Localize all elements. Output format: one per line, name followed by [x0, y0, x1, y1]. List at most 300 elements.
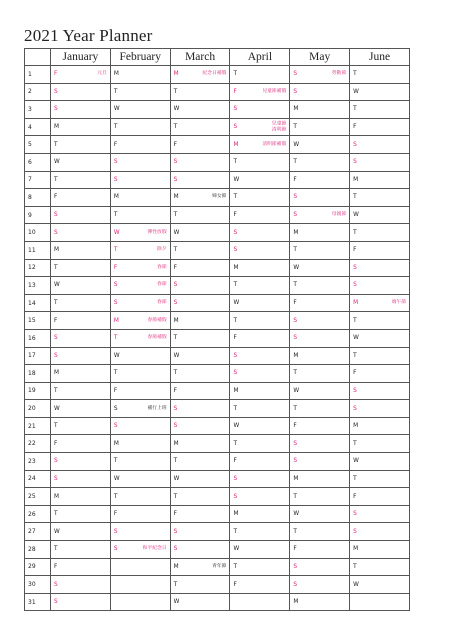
- weekday-letter: M: [233, 264, 239, 271]
- weekday-letter: W: [113, 106, 120, 113]
- weekday-letter: M: [233, 141, 239, 148]
- weekday-letter: M: [293, 352, 299, 359]
- table-row: [25, 400, 410, 418]
- weekday-letter: S: [113, 528, 118, 535]
- day-cell-may: [290, 224, 350, 242]
- holiday-label: 母親節: [331, 212, 347, 218]
- day-cell-february: [110, 593, 170, 611]
- weekday-letter: S: [293, 440, 297, 447]
- month-header-march: March: [170, 49, 230, 66]
- weekday-letter: S: [293, 317, 297, 324]
- holiday-label: 春節: [157, 282, 167, 288]
- weekday-letter: T: [173, 335, 178, 342]
- day-cell-march: [170, 153, 230, 171]
- weekday-letter: S: [54, 88, 58, 95]
- weekday-letter: F: [113, 264, 118, 271]
- weekday-letter: T: [173, 212, 178, 219]
- day-cell-february: [110, 101, 170, 119]
- day-cell-june: [350, 470, 410, 488]
- day-cell-march: [170, 66, 230, 84]
- weekday-letter: S: [54, 581, 58, 588]
- weekday-letter: W: [233, 423, 240, 430]
- day-cell-may: [290, 101, 350, 119]
- weekday-letter: T: [113, 458, 118, 465]
- weekday-letter: W: [353, 335, 359, 342]
- day-cell-june: [350, 66, 410, 84]
- weekday-letter: S: [54, 458, 58, 465]
- weekday-letter: T: [54, 264, 58, 271]
- day-cell-may: [290, 118, 350, 136]
- day-cell-june: [350, 259, 410, 277]
- weekday-letter: T: [173, 581, 178, 588]
- weekday-letter: T: [173, 493, 178, 500]
- weekday-letter: S: [233, 247, 238, 254]
- table-row: [25, 435, 410, 453]
- table-row: [25, 505, 410, 523]
- table-row: [25, 66, 410, 84]
- weekday-letter: T: [233, 282, 238, 289]
- day-cell-february: [110, 206, 170, 224]
- day-cell-march: [170, 83, 230, 101]
- weekday-letter: F: [293, 300, 297, 307]
- day-cell-june: [350, 576, 410, 594]
- weekday-letter: S: [233, 370, 238, 377]
- day-cell-january: [51, 541, 111, 559]
- day-cell-june: [350, 83, 410, 101]
- weekday-letter: S: [173, 176, 178, 183]
- day-cell-june: [350, 136, 410, 154]
- weekday-letter: T: [293, 247, 297, 254]
- weekday-letter: T: [233, 563, 238, 570]
- day-cell-june: [350, 118, 410, 136]
- day-cell-may: [290, 171, 350, 189]
- holiday-label: 春節: [157, 265, 167, 271]
- day-cell-may: [290, 435, 350, 453]
- day-cell-june: [350, 153, 410, 171]
- holiday-label: 和平紀念日: [142, 546, 167, 552]
- weekday-letter: S: [54, 229, 58, 236]
- day-cell-march: [170, 347, 230, 365]
- day-cell-january: [51, 505, 111, 523]
- weekday-letter: F: [173, 264, 177, 271]
- day-cell-april: [230, 400, 290, 418]
- weekday-letter: M: [293, 106, 299, 113]
- table-row: [25, 453, 410, 471]
- day-cell-june: [350, 101, 410, 119]
- day-cell-march: [170, 189, 230, 207]
- weekday-letter: T: [353, 229, 357, 236]
- weekday-letter: M: [173, 563, 179, 570]
- day-cell-april: [230, 189, 290, 207]
- weekday-letter: S: [233, 493, 238, 500]
- day-cell-june: [350, 488, 410, 506]
- table-row: [25, 83, 410, 101]
- day-cell-may: [290, 136, 350, 154]
- month-header-april: April: [230, 49, 290, 66]
- day-number: 27: [25, 523, 51, 541]
- day-cell-may: [290, 66, 350, 84]
- day-cell-april: [230, 541, 290, 559]
- planner-body: [25, 66, 410, 611]
- table-row: [25, 118, 410, 136]
- weekday-letter: S: [173, 528, 178, 535]
- day-cell-april: [230, 312, 290, 330]
- day-number: 25: [25, 488, 51, 506]
- day-cell-june: [350, 505, 410, 523]
- weekday-letter: S: [113, 423, 118, 430]
- day-cell-june: [350, 329, 410, 347]
- day-cell-april: [230, 593, 290, 611]
- weekday-letter: F: [113, 141, 118, 148]
- weekday-letter: W: [113, 475, 120, 482]
- day-cell-april: [230, 171, 290, 189]
- day-cell-february: [110, 171, 170, 189]
- table-row: [25, 259, 410, 277]
- day-cell-february: [110, 400, 170, 418]
- weekday-letter: W: [173, 352, 180, 359]
- weekday-letter: T: [113, 212, 118, 219]
- day-cell-february: [110, 241, 170, 259]
- weekday-letter: F: [353, 493, 357, 500]
- day-cell-march: [170, 171, 230, 189]
- corner-cell: [25, 49, 51, 66]
- weekday-letter: S: [353, 282, 357, 289]
- month-header-june: June: [350, 49, 410, 66]
- header-row: [25, 49, 410, 66]
- weekday-letter: T: [54, 141, 58, 148]
- weekday-letter: S: [293, 458, 297, 465]
- day-number: 30: [25, 576, 51, 594]
- day-cell-february: [110, 558, 170, 576]
- weekday-letter: W: [233, 176, 240, 183]
- day-cell-january: [51, 83, 111, 101]
- day-cell-february: [110, 382, 170, 400]
- weekday-letter: S: [173, 159, 178, 166]
- table-row: [25, 329, 410, 347]
- day-number: 1: [25, 66, 51, 84]
- day-cell-may: [290, 382, 350, 400]
- day-number: 6: [25, 153, 51, 171]
- day-cell-april: [230, 435, 290, 453]
- day-cell-may: [290, 189, 350, 207]
- day-cell-may: [290, 83, 350, 101]
- day-cell-may: [290, 365, 350, 383]
- day-cell-may: [290, 453, 350, 471]
- day-cell-april: [230, 523, 290, 541]
- table-row: [25, 382, 410, 400]
- day-cell-may: [290, 312, 350, 330]
- weekday-letter: M: [293, 475, 299, 482]
- day-cell-april: [230, 83, 290, 101]
- weekday-letter: T: [54, 511, 58, 518]
- day-cell-january: [51, 189, 111, 207]
- weekday-letter: W: [54, 282, 60, 289]
- weekday-letter: M: [113, 194, 119, 201]
- day-cell-january: [51, 365, 111, 383]
- weekday-letter: F: [293, 546, 297, 553]
- day-number: 14: [25, 294, 51, 312]
- day-cell-june: [350, 171, 410, 189]
- weekday-letter: S: [173, 405, 178, 412]
- weekday-letter: M: [233, 387, 239, 394]
- weekday-letter: T: [353, 194, 357, 201]
- holiday-label: 兒童節 清明節: [271, 121, 287, 133]
- weekday-letter: S: [293, 335, 297, 342]
- day-cell-march: [170, 593, 230, 611]
- holiday-label: 端午節: [391, 300, 406, 306]
- table-row: [25, 576, 410, 594]
- day-cell-june: [350, 224, 410, 242]
- weekday-letter: F: [293, 423, 297, 430]
- table-row: [25, 206, 410, 224]
- weekday-letter: T: [353, 71, 357, 78]
- weekday-letter: M: [54, 370, 60, 377]
- weekday-letter: T: [293, 493, 297, 500]
- day-number: 5: [25, 136, 51, 154]
- day-cell-february: [110, 118, 170, 136]
- weekday-letter: M: [173, 317, 179, 324]
- day-number: 15: [25, 312, 51, 330]
- weekday-letter: T: [353, 475, 357, 482]
- day-cell-february: [110, 505, 170, 523]
- day-cell-february: [110, 153, 170, 171]
- day-cell-june: [350, 277, 410, 295]
- day-cell-april: [230, 488, 290, 506]
- weekday-letter: F: [54, 440, 58, 447]
- weekday-letter: F: [233, 458, 237, 465]
- day-cell-april: [230, 66, 290, 84]
- day-cell-may: [290, 347, 350, 365]
- day-cell-april: [230, 329, 290, 347]
- weekday-letter: F: [54, 563, 58, 570]
- day-cell-april: [230, 277, 290, 295]
- weekday-letter: T: [113, 335, 118, 342]
- day-cell-may: [290, 488, 350, 506]
- day-cell-january: [51, 118, 111, 136]
- day-cell-may: [290, 593, 350, 611]
- day-cell-april: [230, 365, 290, 383]
- day-number: 18: [25, 365, 51, 383]
- table-row: [25, 523, 410, 541]
- day-cell-january: [51, 136, 111, 154]
- day-cell-april: [230, 558, 290, 576]
- day-cell-march: [170, 488, 230, 506]
- day-number: 23: [25, 453, 51, 471]
- day-cell-january: [51, 101, 111, 119]
- day-cell-march: [170, 206, 230, 224]
- weekday-letter: F: [353, 370, 357, 377]
- weekday-letter: M: [113, 440, 119, 447]
- weekday-letter: T: [173, 88, 178, 95]
- day-number: 22: [25, 435, 51, 453]
- day-cell-april: [230, 136, 290, 154]
- day-cell-march: [170, 136, 230, 154]
- day-number: 20: [25, 400, 51, 418]
- day-cell-february: [110, 329, 170, 347]
- day-cell-january: [51, 347, 111, 365]
- day-cell-may: [290, 505, 350, 523]
- table-row: [25, 347, 410, 365]
- weekday-letter: S: [54, 352, 58, 359]
- day-cell-march: [170, 118, 230, 136]
- day-cell-april: [230, 294, 290, 312]
- day-cell-may: [290, 294, 350, 312]
- day-cell-may: [290, 558, 350, 576]
- weekday-letter: T: [173, 458, 178, 465]
- table-row: [25, 488, 410, 506]
- weekday-letter: T: [353, 563, 357, 570]
- day-cell-february: [110, 66, 170, 84]
- day-cell-january: [51, 453, 111, 471]
- weekday-letter: M: [113, 317, 119, 324]
- table-row: [25, 558, 410, 576]
- weekday-letter: T: [113, 124, 118, 131]
- day-cell-february: [110, 453, 170, 471]
- day-cell-june: [350, 453, 410, 471]
- weekday-letter: W: [173, 599, 180, 606]
- day-cell-march: [170, 453, 230, 471]
- weekday-letter: T: [113, 88, 118, 95]
- day-cell-january: [51, 66, 111, 84]
- weekday-letter: S: [173, 546, 178, 553]
- weekday-letter: F: [173, 511, 177, 518]
- holiday-label: 春節補假: [147, 335, 167, 341]
- day-number: 13: [25, 277, 51, 295]
- day-cell-june: [350, 294, 410, 312]
- weekday-letter: W: [293, 264, 300, 271]
- day-cell-january: [51, 153, 111, 171]
- day-cell-march: [170, 329, 230, 347]
- day-number: 8: [25, 189, 51, 207]
- day-cell-march: [170, 101, 230, 119]
- weekday-letter: W: [353, 581, 359, 588]
- weekday-letter: F: [233, 581, 237, 588]
- weekday-letter: S: [113, 405, 118, 412]
- weekday-letter: T: [113, 493, 118, 500]
- day-cell-march: [170, 241, 230, 259]
- day-number: 26: [25, 505, 51, 523]
- weekday-letter: M: [353, 300, 359, 307]
- month-header-january: January: [51, 49, 111, 66]
- day-number: 2: [25, 83, 51, 101]
- weekday-letter: F: [173, 141, 177, 148]
- weekday-letter: S: [54, 599, 58, 606]
- weekday-letter: S: [54, 212, 58, 219]
- day-cell-june: [350, 523, 410, 541]
- weekday-letter: S: [353, 405, 357, 412]
- weekday-letter: S: [173, 282, 178, 289]
- day-cell-may: [290, 277, 350, 295]
- holiday-label: 彈性放假: [147, 229, 167, 235]
- holiday-label: 補行上班: [147, 405, 167, 411]
- day-cell-may: [290, 417, 350, 435]
- day-cell-february: [110, 576, 170, 594]
- day-cell-april: [230, 382, 290, 400]
- day-cell-january: [51, 294, 111, 312]
- day-cell-june: [350, 347, 410, 365]
- day-cell-april: [230, 153, 290, 171]
- day-cell-april: [230, 101, 290, 119]
- weekday-letter: S: [113, 159, 118, 166]
- weekday-letter: W: [293, 387, 300, 394]
- day-number: 17: [25, 347, 51, 365]
- day-cell-june: [350, 382, 410, 400]
- weekday-letter: M: [353, 423, 359, 430]
- day-cell-january: [51, 400, 111, 418]
- holiday-label: 清明節補假: [262, 141, 287, 147]
- table-row: [25, 294, 410, 312]
- weekday-letter: M: [54, 124, 60, 131]
- day-cell-february: [110, 294, 170, 312]
- weekday-letter: F: [54, 317, 58, 324]
- weekday-letter: W: [113, 352, 120, 359]
- day-cell-january: [51, 523, 111, 541]
- weekday-letter: F: [113, 511, 118, 518]
- day-cell-january: [51, 576, 111, 594]
- holiday-label: 青年節: [212, 564, 227, 570]
- table-row: [25, 593, 410, 611]
- day-cell-june: [350, 241, 410, 259]
- table-row: [25, 365, 410, 383]
- day-cell-march: [170, 294, 230, 312]
- day-cell-february: [110, 136, 170, 154]
- day-cell-january: [51, 329, 111, 347]
- day-number: 24: [25, 470, 51, 488]
- holiday-label: 除夕: [157, 247, 167, 253]
- weekday-letter: T: [353, 106, 357, 113]
- weekday-letter: W: [353, 458, 359, 465]
- holiday-label: 紀念日補假: [202, 71, 227, 77]
- table-row: [25, 153, 410, 171]
- weekday-letter: W: [54, 159, 60, 166]
- page-title: 2021 Year Planner: [24, 26, 153, 45]
- weekday-letter: W: [293, 141, 300, 148]
- weekday-letter: S: [293, 581, 297, 588]
- weekday-letter: T: [233, 440, 238, 447]
- weekday-letter: M: [173, 194, 179, 201]
- weekday-letter: F: [54, 71, 58, 78]
- weekday-letter: S: [113, 282, 118, 289]
- day-cell-may: [290, 206, 350, 224]
- weekday-letter: F: [173, 387, 177, 394]
- weekday-letter: T: [233, 159, 238, 166]
- weekday-letter: M: [173, 440, 179, 447]
- weekday-letter: S: [293, 212, 297, 219]
- day-cell-january: [51, 488, 111, 506]
- day-number: 11: [25, 241, 51, 259]
- day-cell-april: [230, 206, 290, 224]
- day-cell-may: [290, 523, 350, 541]
- day-cell-march: [170, 382, 230, 400]
- weekday-letter: S: [113, 546, 118, 553]
- weekday-letter: F: [233, 88, 237, 95]
- weekday-letter: T: [293, 159, 297, 166]
- day-cell-january: [51, 241, 111, 259]
- day-cell-february: [110, 541, 170, 559]
- day-cell-june: [350, 365, 410, 383]
- weekday-letter: T: [233, 71, 238, 78]
- day-cell-february: [110, 435, 170, 453]
- day-cell-february: [110, 347, 170, 365]
- day-cell-january: [51, 417, 111, 435]
- table-row: [25, 470, 410, 488]
- weekday-letter: S: [233, 229, 238, 236]
- day-cell-february: [110, 488, 170, 506]
- holiday-label: 元旦: [97, 71, 107, 77]
- day-cell-may: [290, 153, 350, 171]
- day-cell-june: [350, 593, 410, 611]
- day-number: 12: [25, 259, 51, 277]
